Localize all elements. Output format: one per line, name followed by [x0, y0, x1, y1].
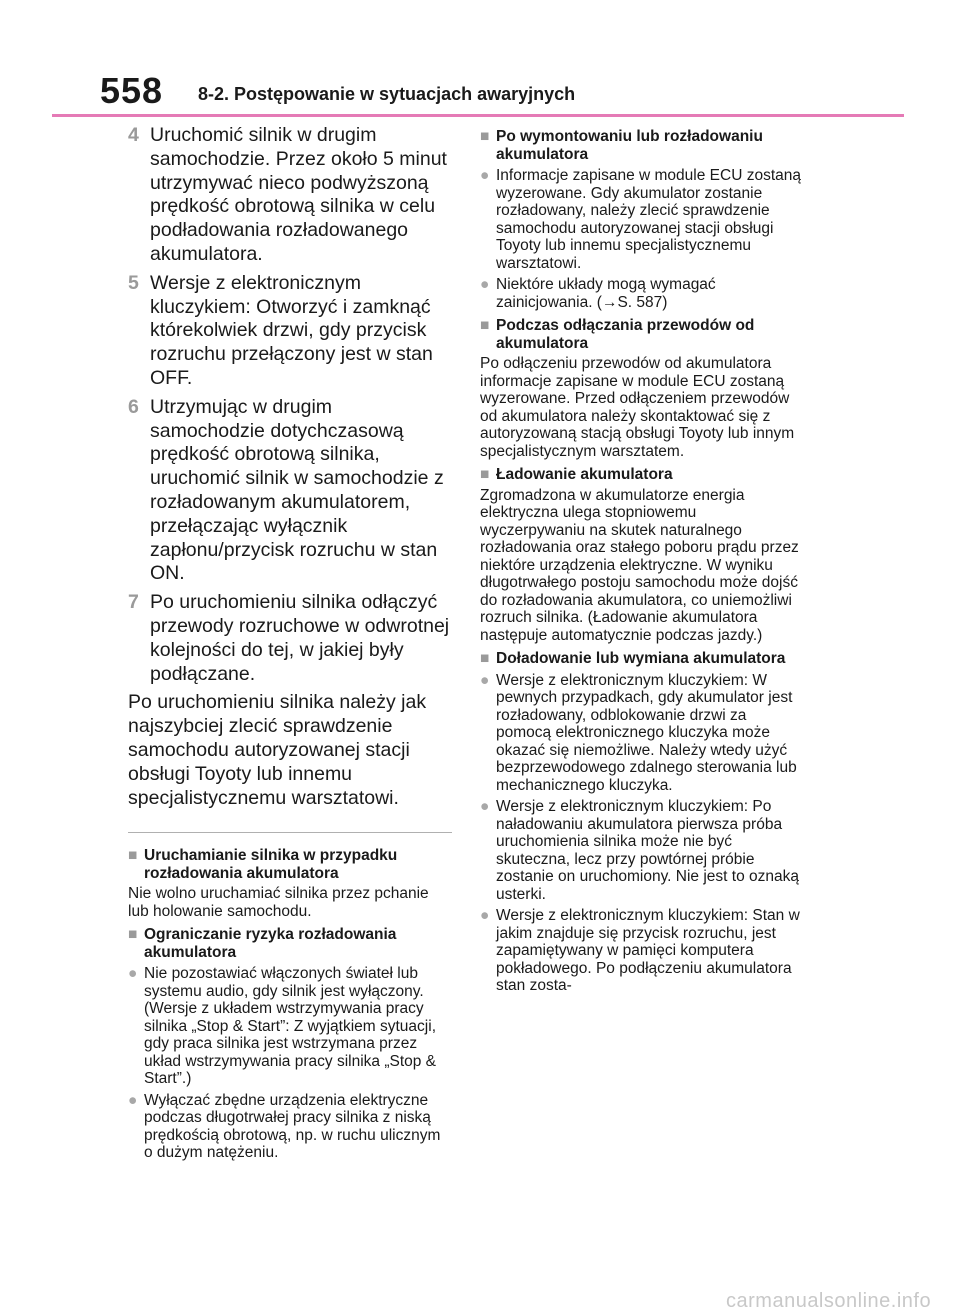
- bullet-item: ● Niektóre układy mogą wymagać zainicjowania. (→S. 587): [480, 276, 716, 311]
- page-header: [0, 0, 960, 118]
- step-7: [128, 591, 452, 686]
- right-column: [480, 124, 805, 999]
- step-number: 4: [128, 124, 139, 146]
- square-marker-icon: ■: [480, 317, 490, 334]
- chapter-title: 8-2. Postępowanie w sytuacjach awaryjnych: [198, 84, 576, 104]
- bullet-item: ● Wersje z elektronicznym kluczykiem: Po naładowaniu akumulatora pierwsza próba uruchomienia silnika może nie być skuteczna, lecz przy powtórnej próbie zostanie on uruchomiony. Nie jest to oznaką usterki.: [480, 798, 799, 903]
- header-rule: [52, 114, 904, 117]
- section-heading: ■ Doładowanie lub wymiana akumulatora: [480, 650, 786, 667]
- bullet-item: ● Wyłączać zbędne urządzenia elektryczne podczas długotrwałej pracy silnika z niską prędkością obrotową, np. w ruchu ulicznym o dużym natężeniu.: [128, 1091, 441, 1162]
- bullet-icon: ●: [480, 167, 490, 184]
- bullet-icon: ●: [480, 671, 490, 689]
- square-marker-icon: ■: [480, 466, 490, 483]
- bullet-icon: ●: [480, 907, 490, 924]
- square-marker-icon: ■: [128, 847, 138, 865]
- step-number: 6: [128, 395, 139, 418]
- step-6: [128, 396, 452, 586]
- after-steps-paragraph: Po uruchomieniu silnika należy jak najszybciej zlecić sprawdzenie samochodu autoryzowanej stacji obsługi Toyoty lub innemu specjalistycznemu warsztatowi.: [128, 691, 427, 809]
- left-column: [128, 124, 452, 1166]
- step-text: Wersje z elektronicznym kluczykiem: Otworzyć i zamknąć którekolwiek drzwi, gdy przycisk rozruchu przełączony jest w stan OFF.: [150, 271, 433, 389]
- section-heading: ■ Po wymontowaniu lub rozładowaniu akumulatora: [480, 128, 763, 163]
- square-marker-icon: ■: [128, 926, 138, 944]
- section-heading: ■ Ładowanie akumulatora: [480, 466, 673, 483]
- step-number: 7: [128, 591, 139, 614]
- section-heading: ■ Podczas odłączania przewodów od akumulatora: [480, 317, 755, 352]
- bullet-icon: ●: [128, 965, 138, 983]
- page-number: 558: [100, 70, 164, 111]
- watermark: carmanualsonline.info: [726, 1290, 932, 1312]
- step-text: Po uruchomieniu silnika odłączyć przewody rozruchowe w odwrotnej kolejności do tej, w jakiej były podłączane.: [150, 591, 450, 685]
- section-divider: [128, 832, 452, 833]
- section-text: Zgromadzona w akumulatorze energia elektryczna ulega stopniowemu wyczerpywaniu na skutek naturalnego rozładowania oraz stałego poboru prądu przez niektóre urządzenia elektryczne. W wyniku długotrwałego postoju samochodu może dojść do rozładowania akumulatora, co uniemożliwi rozruch silnika. (Ładowanie akumulatora następuje automatycznie podczas jazdy.): [480, 486, 799, 644]
- bullet-item: ● Informacje zapisane w module ECU zostaną wyzerowane. Gdy akumulator zostanie rozładowany, należy zlecić sprawdzenie samochodu autoryzowanej stacji obsługi Toyoty lub innemu specjalistycznemu warsztatowi.: [480, 167, 801, 272]
- step-number: 5: [128, 271, 139, 294]
- step-4: [128, 124, 452, 267]
- section-heading: ■ Ograniczanie ryzyka rozładowania akumulatora: [128, 926, 397, 961]
- bullet-item: ● Wersje z elektronicznym kluczykiem: Stan w jakim znajduje się przycisk rozruchu, jest zapamiętywany w pamięci komputera pokładowego. Po podłączeniu akumulatora stan zosta-: [480, 907, 800, 994]
- step-text: Uruchomić silnik w drugim samochodzie. Przez około 5 minut utrzymywać nieco podwyższoną prędkość obrotową silnika w celu podładowania rozładowanego akumulatora.: [150, 124, 447, 265]
- section-heading: ■ Uruchamianie silnika w przypadku rozładowania akumulatora: [128, 847, 398, 882]
- bullet-icon: ●: [480, 276, 490, 293]
- square-marker-icon: ■: [480, 650, 490, 667]
- section-text: Nie wolno uruchamiać silnika przez pchanie lub holowanie samochodu.: [128, 885, 429, 920]
- bullet-item: ● Nie pozostawiać włączonych świateł lub systemu audio, gdy silnik jest wyłączony. (Wersje z układem wstrzymywania pracy silnika „Stop & Start”: Z wyjątkiem sytuacji, gdy praca silnika jest wstrzymana przez układ wstrzymywania pracy silnika „Stop & Start”.): [128, 965, 437, 1088]
- step-5: [128, 272, 452, 391]
- step-text: Utrzymując w drugim samochodzie dotychczasową prędkość obrotową silnika, uruchomić silnik w samochodzie z rozładowanym akumulatorem, przełączając wyłącznik zapłonu/przycisk rozruchu w stan ON.: [150, 395, 444, 585]
- bullet-icon: ●: [480, 798, 490, 815]
- bullet-icon: ●: [128, 1091, 138, 1109]
- square-marker-icon: ■: [480, 128, 490, 145]
- section-text: Po odłączeniu przewodów od akumulatora informacje zapisane w module ECU zostaną wyzerowane. Przed odłączeniem przewodów od akumulatora należy skontaktować się z autoryzowaną stacją obsługi Toyoty lub innym specjalistycznym warsztatem.: [480, 355, 795, 460]
- bullet-item: ● Wersje z elektronicznym kluczykiem: W pewnych przypadkach, gdy akumulator jest rozładowany, odblokowanie drzwi za pomocą elektronicznego kluczyka może okazać się niemożliwe. Należy wtedy użyć bezprzewodowego zdalnego sterowania lub mechanicznego kluczyka.: [480, 671, 797, 794]
